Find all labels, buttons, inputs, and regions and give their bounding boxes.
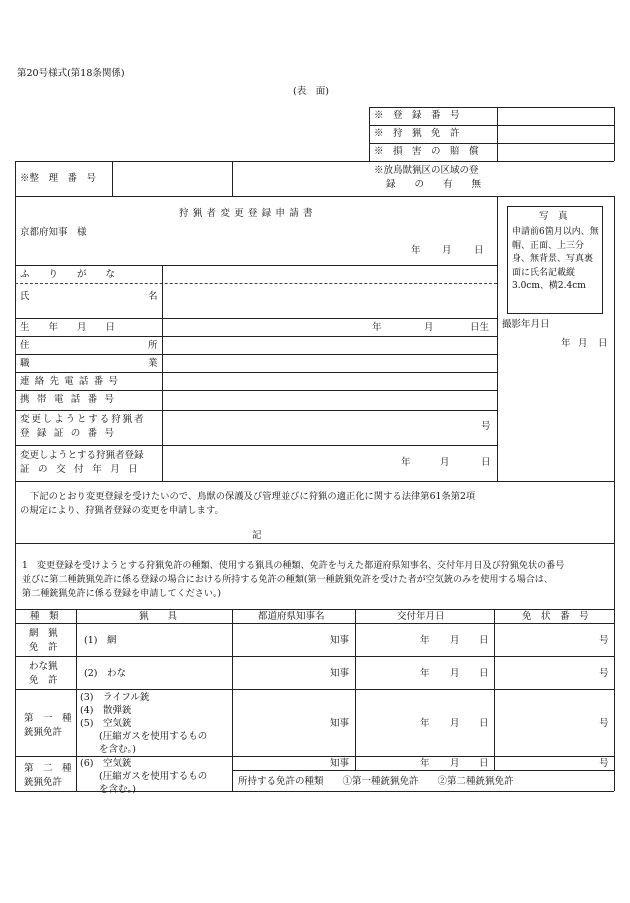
row1-month: 月 xyxy=(450,635,460,646)
row2-type-2: 免 許 xyxy=(29,675,58,686)
row4-governor: 知事 xyxy=(330,758,350,769)
furigana-label: ふ り が な xyxy=(20,269,116,280)
cert-year: 年 xyxy=(401,457,411,468)
occupation-label-2: 業 xyxy=(148,358,158,369)
held-license-types: 所持する免許の種類 ①第一種銃猟免許 ②第二種銃猟免許 xyxy=(238,776,514,787)
app-month: 月 xyxy=(442,245,452,256)
row1-day: 日 xyxy=(479,635,489,646)
row3-gear-2: (4) 散弾銃 xyxy=(80,705,132,716)
form-number: 第20号様式(第18条関係) xyxy=(17,68,125,79)
release-area-label-1: ※放鳥獣猟区の区域の登 xyxy=(374,165,479,176)
row4-license-no: 号 xyxy=(599,758,609,769)
registration-number-label: ※ 登 録 番 号 xyxy=(374,110,460,121)
name-label-1: 氏 xyxy=(20,291,30,302)
address-label-2: 所 xyxy=(148,340,158,351)
row1-type-1: 網 猟 xyxy=(29,628,58,639)
row4-gear-3: を含む。) xyxy=(80,784,136,795)
photo-month: 月 xyxy=(578,338,588,349)
photo-title: 写 真 xyxy=(539,211,568,222)
row3-gear-1: (3) ライフル銃 xyxy=(80,692,150,703)
row3-gear-4: (圧縮ガスを使用するもの xyxy=(80,731,208,742)
col-header-type: 種 類 xyxy=(30,611,59,622)
birth-year: 年 xyxy=(372,322,382,333)
row2-month: 月 xyxy=(450,668,460,679)
row3-type-2: 銃猟免許 xyxy=(24,727,63,738)
cert-number-label-1: 変更しようとする狩猟者 xyxy=(20,414,146,425)
col-header-governor: 都道府県知事名 xyxy=(258,611,325,622)
birth-day: 日生 xyxy=(470,322,490,333)
address-label-1: 住 xyxy=(20,340,30,351)
damage-compensation-label: ※ 損 害 の 賠 償 xyxy=(374,146,479,157)
row3-license-no: 号 xyxy=(599,718,609,729)
section1-line-3: 第二種銃猟免許に係る登録を申請してください。) xyxy=(22,589,222,599)
cert-number-label-2: 登録証の番号 xyxy=(20,428,122,439)
col-header-issue-date: 交付年月日 xyxy=(397,611,445,622)
cert-date-label-1: 変更しようとする狩猟者登録 xyxy=(20,450,144,461)
ki-label: 記 xyxy=(252,530,262,541)
row3-year: 年 xyxy=(420,718,430,729)
app-year: 年 xyxy=(411,245,421,256)
row1-license-no: 号 xyxy=(599,635,609,646)
cert-date-label-2: 証の交付年月日 xyxy=(20,464,147,475)
contact-phone-label: 連絡先電話番号 xyxy=(20,376,124,387)
row1-type-2: 免 許 xyxy=(29,642,58,653)
row1-governor: 知事 xyxy=(330,635,350,646)
cert-day: 日 xyxy=(481,457,491,468)
row4-type-1: 第 二 種 xyxy=(24,763,72,774)
row1-gear: (1) 網 xyxy=(84,635,117,646)
section1-line-2: 並びに第二種銃猟免許に係る登録の場合における所持する免許の種類(第一種銃猟免許を受けた者が空気銃のみを使用する場合は、 xyxy=(22,575,553,585)
management-number-label: ※整 理 番 号 xyxy=(20,173,97,184)
row3-governor: 知事 xyxy=(330,718,350,729)
photo-instructions: 申請前6箇月以内、無帽、正面、上三分身、無背景、写真裏面に氏名記載縦3.0cm、横2.4cm xyxy=(512,227,599,291)
form-side-label: (表 面) xyxy=(293,86,329,97)
row4-month: 月 xyxy=(450,758,460,769)
row2-day: 日 xyxy=(479,668,489,679)
row2-year: 年 xyxy=(420,668,430,679)
row4-year: 年 xyxy=(420,758,430,769)
row2-type-1: わな猟 xyxy=(29,661,58,672)
photo-date-label: 撮影年月日 xyxy=(502,319,550,330)
cert-number-suffix: 号 xyxy=(481,421,491,432)
declaration-line-1: 下記のとおり変更登録を受けたいので、鳥獣の保護及び管理並びに狩猟の適正化に関する法律第61条第2項 xyxy=(30,491,476,502)
app-day: 日 xyxy=(474,245,484,256)
declaration-line-2: の規定により、狩猟者登録の変更を申請します。 xyxy=(20,505,224,516)
row2-governor: 知事 xyxy=(330,668,350,679)
occupation-label-1: 職 xyxy=(20,358,30,369)
col-header-gear: 猟 具 xyxy=(139,611,178,622)
release-area-label-2: 録 の 有 無 xyxy=(386,179,482,190)
photo-day: 日 xyxy=(598,338,608,349)
row3-day: 日 xyxy=(479,718,489,729)
row4-day: 日 xyxy=(479,758,489,769)
hunting-license-label: ※ 狩 猟 免 許 xyxy=(374,128,460,139)
row3-gear-5: を含む。) xyxy=(80,744,136,755)
row3-month: 月 xyxy=(450,718,460,729)
birth-month: 月 xyxy=(424,322,434,333)
section1-line-1: 1 変更登録を受けようとする狩猟免許の種類、使用する猟具の種類、免許を与えた都道府県知事名、交付年月日及び狩猟免状の番号 xyxy=(22,561,565,571)
row2-gear: (2) わな xyxy=(84,668,126,679)
addressee: 京都府知事 様 xyxy=(20,227,87,238)
row3-gear-3: (5) 空気銃 xyxy=(80,718,132,729)
row1-year: 年 xyxy=(420,635,430,646)
application-title: 狩猟者変更登録申請書 xyxy=(179,208,317,219)
mobile-phone-label: 携帯電話番号 xyxy=(20,394,122,405)
birthdate-label: 生 年 月 日 xyxy=(20,322,116,333)
row3-type-1: 第 一 種 xyxy=(24,713,72,724)
row4-gear-1: (6) 空気銃 xyxy=(80,758,132,769)
row2-license-no: 号 xyxy=(599,668,609,679)
photo-year: 年 xyxy=(561,338,571,349)
row4-gear-2: (圧縮ガスを使用するもの xyxy=(80,771,208,782)
col-header-license-no: 免 状 番 号 xyxy=(522,611,589,622)
name-label-2: 名 xyxy=(148,291,158,302)
row4-type-2: 銃猟免許 xyxy=(24,777,63,788)
cert-month: 月 xyxy=(440,457,450,468)
